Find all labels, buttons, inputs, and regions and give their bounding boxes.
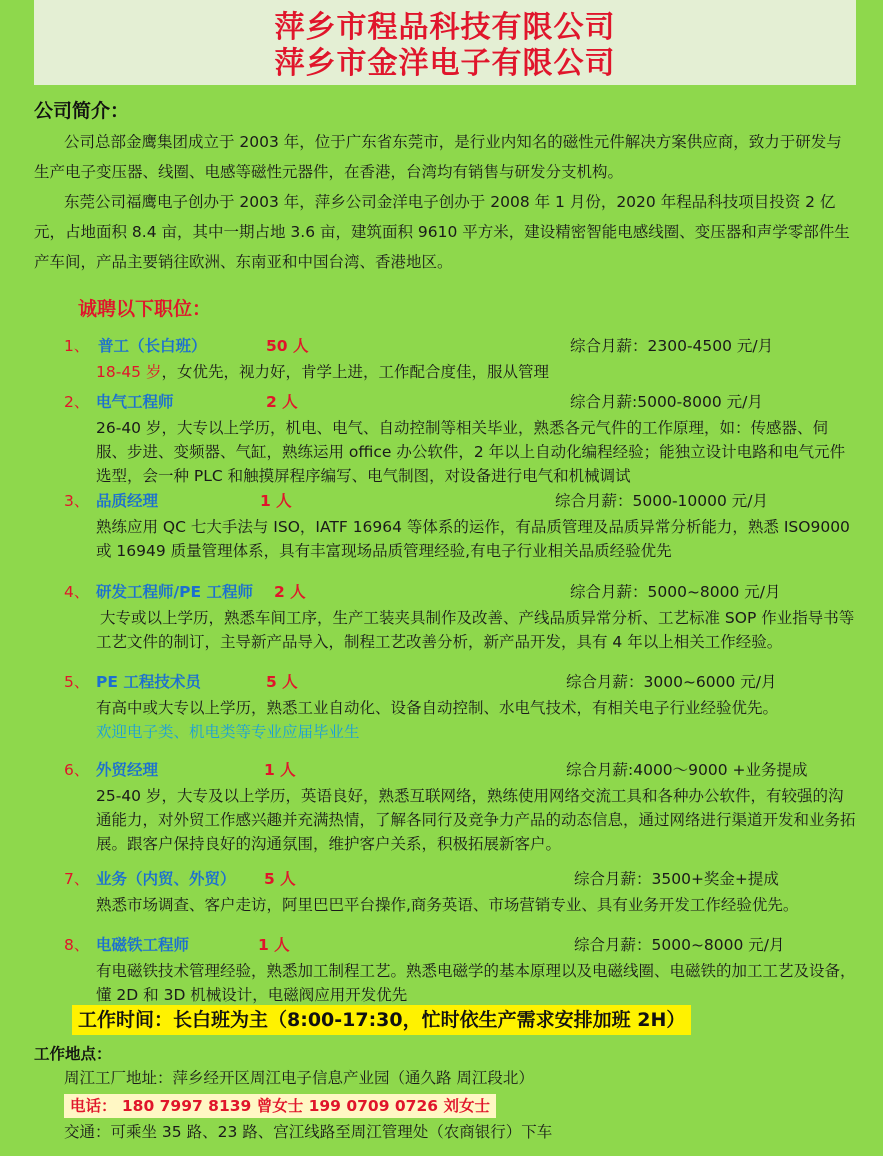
job-title: 业务（内贸、外贸） xyxy=(96,870,236,888)
job-description: 26-40 岁，大专以上学历，机电、电气、自动控制等相关毕业，熟悉各元气件的工作原理，如：传感器、伺服、步进、变频器、气缸，熟练运用 office 办公软件，2 年以上自动化编程经验；能独立设计电路和电气元件选型，会一种 PLC 和触摸屏程序编写、电气制图，对设备进行电气和机械调试 xyxy=(96,419,846,485)
job-description: 25-40 岁，大专及以上学历，英语良好，熟悉互联网络，熟练使用网络交流工具和各种办公软件，有较强的沟通能力，对外贸工作感兴趣并充满热情，了解各同行及竞争力产品的动态信息，通过网络进行渠道开发和业务拓展。跟客户保持良好的沟通氛围，维护客户关系，积极拓展新客户。 xyxy=(96,787,856,853)
job-count: 5 人 xyxy=(264,870,296,888)
recruit-title: 诚聘以下职位： xyxy=(78,298,212,320)
job-number: 3、 xyxy=(64,492,90,510)
intro-paragraph-1: 公司总部金鹰集团成立于 2003 年，位于广东省东莞市，是行业内知名的磁性元件解决方案供应商，致力于研发与生产电子变压器、线圈、电感等磁性元器件，在香港，台湾均有销售与研发分支机构。 xyxy=(34,133,842,181)
work-time-banner: 工作时间：长白班为主（8:00-17:30，忙时依生产需求安排加班 2H） xyxy=(72,1005,691,1035)
job-number: 5、 xyxy=(64,673,90,691)
job-number: 8、 xyxy=(64,936,90,954)
job-count: 1 人 xyxy=(264,761,296,779)
job-count: 1 人 xyxy=(258,936,290,954)
job-title: 电气工程师 xyxy=(96,393,174,411)
job-title: 品质经理 xyxy=(96,492,159,510)
job-description: 有电磁铁技术管理经验，熟悉加工制程工艺。熟悉电磁学的基本原理以及电磁线圈、电磁铁的加工工艺及设备，懂 2D 和 3D 机械设计，电磁阀应用开发优先 xyxy=(96,962,856,1004)
job-title: 外贸经理 xyxy=(96,761,159,779)
location-title: 工作地点： xyxy=(34,1045,112,1063)
job-title: PE 工程技术员 xyxy=(96,673,201,691)
job-count: 2 人 xyxy=(266,393,298,411)
job-description xyxy=(96,360,856,384)
job-salary: 综合月薪：5000-10000 元/月 xyxy=(555,492,768,510)
job-salary: 综合月薪：2300-4500 元/月 xyxy=(570,337,774,355)
intro-title: 公司简介： xyxy=(34,100,130,122)
job-salary: 综合月薪：5000~8000 元/月 xyxy=(570,583,781,601)
job-count: 1 人 xyxy=(260,492,292,510)
job-count: 50 人 xyxy=(266,337,309,355)
company-name-2: 萍乡市金洋电子有限公司 xyxy=(274,46,616,81)
job-description: 熟悉市场调查、客户走访，阿里巴巴平台操作,商务英语、市场营销专业、具有业务开发工作经验优先。 xyxy=(96,896,799,914)
job-description xyxy=(96,696,856,744)
intro-paragraph-2: 东莞公司福鹰电子创办于 2003 年，萍乡公司金洋电子创办于 2008 年 1 月份，2020 年程品科技项目投资 2 亿元，占地面积 8.4 亩，其中一期占地 3.6 亩，建筑面积 9610 平方米，建设精密智能电感线圈、变压器和声学零部件生产车间，产品主要销往欧洲、东南亚和中国台湾、香港地区。 xyxy=(34,193,850,271)
job-number: 1、 xyxy=(64,337,90,355)
transport-info: 交通：可乘坐 35 路、23 路、宫江线路至周江管理处（农商银行）下车 xyxy=(64,1123,553,1141)
job-title: 普工（长白班） xyxy=(98,337,207,355)
job-count: 2 人 xyxy=(274,583,306,601)
job-number: 6、 xyxy=(64,761,90,779)
job-salary: 综合月薪：5000~8000 元/月 xyxy=(574,936,785,954)
job-count: 5 人 xyxy=(266,673,298,691)
job-number: 4、 xyxy=(64,583,90,601)
job-description: 大专或以上学历，熟悉车间工序，生产工装夹具制作及改善、产线品质异常分析、工艺标准 SOP 作业指导书等工艺文件的制订，主导新产品导入，制程工艺改善分析，新产品开发，具有 4 年以上相关工作经验。 xyxy=(96,609,855,651)
job-description: 熟练应用 QC 七大手法与 ISO，IATF 16964 等体系的运作，有品质管理及品质异常分析能力，熟悉 ISO9000 或 16949 质量管理体系，具有丰富现场品质管理经验,有电子行业相关品质经验优先 xyxy=(96,518,850,560)
job-salary: 综合月薪:5000-8000 元/月 xyxy=(570,393,763,411)
job-title: 研发工程师/PE 工程师 xyxy=(96,583,254,601)
contact-phone: 电话： 180 7997 8139 曾女士 199 0709 0726 刘女士 xyxy=(64,1094,496,1118)
job-salary: 综合月薪:4000～9000 +业务提成 xyxy=(566,761,808,779)
job-welcome-note: 欢迎电子类、机电类等专业应届毕业生 xyxy=(96,723,360,741)
job-description-text: 有高中或大专以上学历，熟悉工业自动化、设备自动控制、水电气技术，有相关电子行业经验优先。 xyxy=(96,699,779,717)
company-header xyxy=(34,0,856,85)
company-name-1: 萍乡市程品科技有限公司 xyxy=(274,10,616,45)
job-age-range: 18-45 岁 xyxy=(96,363,162,381)
job-number: 2、 xyxy=(64,393,90,411)
job-salary: 综合月薪：3000~6000 元/月 xyxy=(566,673,777,691)
job-description-text: ，女优先，视力好，肯学上进，工作配合度佳，服从管理 xyxy=(161,363,549,381)
job-title: 电磁铁工程师 xyxy=(96,936,190,954)
job-number: 7、 xyxy=(64,870,90,888)
job-salary: 综合月薪：3500+奖金+提成 xyxy=(574,870,779,888)
factory-address: 周江工厂地址：萍乡经开区周江电子信息产业园（通久路 周江段北） xyxy=(64,1069,534,1087)
